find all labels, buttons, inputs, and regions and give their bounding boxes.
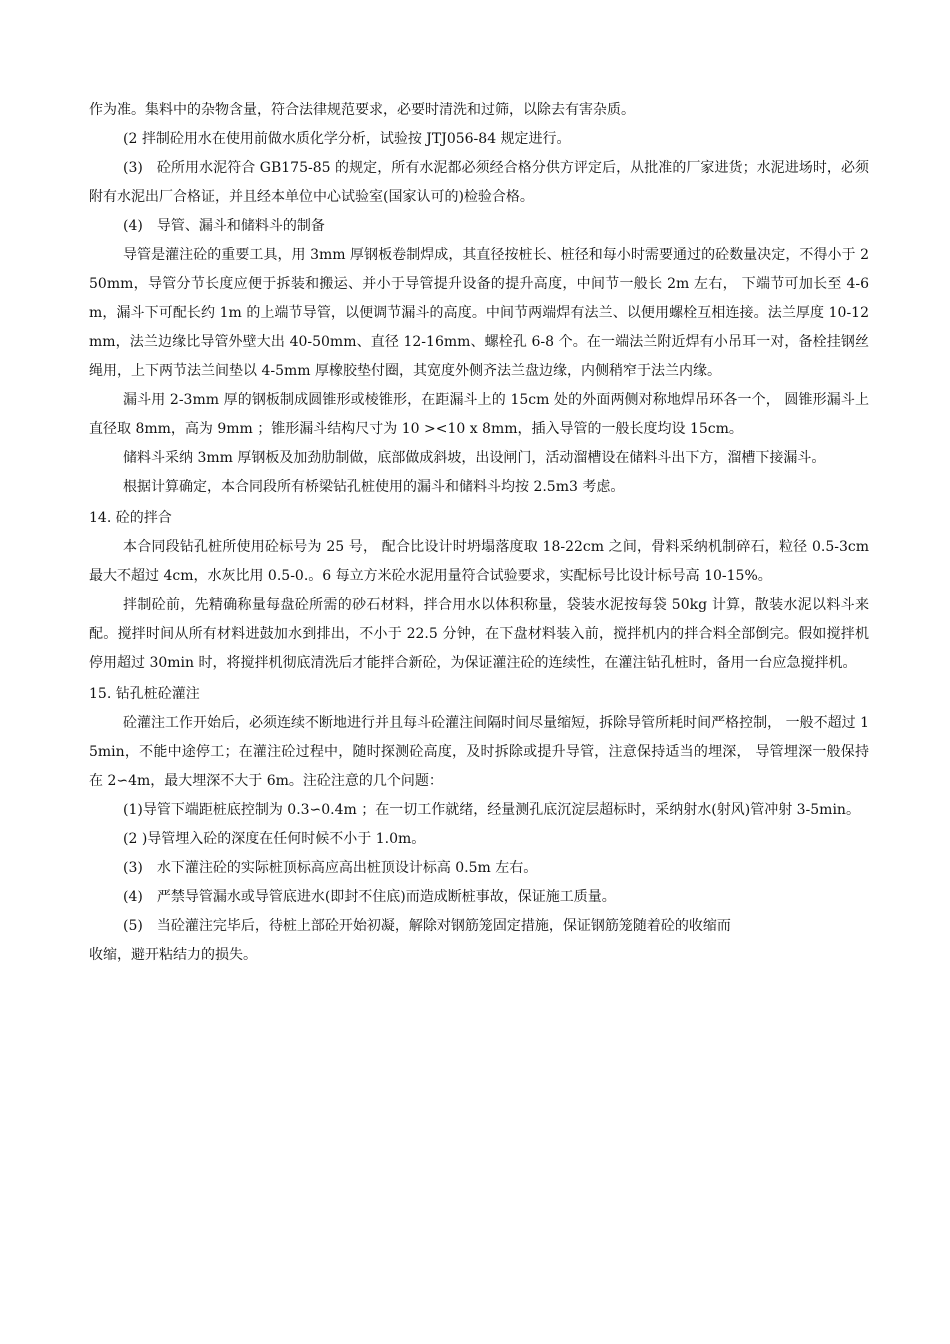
section-heading: 14. 砼的拌合 xyxy=(89,510,172,526)
paragraph: 收缩，避开粘结力的损失。 xyxy=(89,947,257,963)
paragraph: 作为准。集料中的杂物含量，符合法律规范要求，必要时清洗和过筛，以除去有害杂质。 xyxy=(89,102,635,118)
paragraph: (3) 水下灌注砼的实际桩顶标高应高出桩顶设计标高 0.5m 左右。 xyxy=(123,860,538,876)
paragraph: (5) 当砼灌注完毕后，待桩上部砼开始初凝，解除对钢筋笼固定措施，保证钢筋笼随着砼的收缩而 xyxy=(123,918,731,934)
paragraph: 拌制砼前，先精确称量每盘砼所需的砂石材料，拌合用水以体积称量，袋装水泥按每袋 50kg 计算，散装水泥以料斗来配。搅拌时间从所有材料进鼓加水到排出，不小于 22.5 分钟，在下盘材料装入前，搅拌机内的拌合料全部倒完。假如搅拌机停用超过 30min 时，将搅拌机彻底清洗后才能拌合新砼，为保证灌注砼的连续性，在灌注钻孔桩时，备用一台应急搅拌机。 xyxy=(89,597,869,671)
paragraph: (2 )导管埋入砼的深度在任何时候不小于 1.0m。 xyxy=(123,831,426,847)
paragraph: 储料斗采纳 3mm 厚钢板及加劲肋制做，底部做成斜坡，出设闸门，活动溜槽设在储料斗出下方，溜槽下接漏斗。 xyxy=(123,450,826,466)
paragraph: 导管是灌注砼的重要工具，用 3mm 厚钢板卷制焊成，其直径按桩长、桩径和每小时需要通过的砼数量决定，不得小于 250mm，导管分节长度应便于拆装和搬运、并小于导管提升设备的提升高度，中间节一般长 2m 左右， 下端节可加长至 4-6m，漏斗下可配长约 1m 的上端节导管，以便调节漏斗的高度。中间节两端焊有法兰、以便用螺栓互相连接。法兰厚度 10-12mm，法兰边缘比导管外壁大出 40-50mm、直径 12-16mm、螺栓孔 6-8 个。在一端法兰附近焊有小吊耳一对，备栓挂钢丝绳用，上下两节法兰间垫以 4-5mm 厚橡胶垫付圈，其宽度外侧齐法兰盘边缘，内侧稍窄于法兰内缘。 xyxy=(89,247,869,379)
paragraph: 砼灌注工作开始后，必须连续不断地进行并且每斗砼灌注间隔时间尽量缩短，拆除导管所耗时间严格控制， 一般不超过 15min，不能中途停工；在灌注砼过程中，随时探测砼高度，及时拆除或提升导管，注意保持适当的埋深， 导管埋深一般保持在 2∽4m，最大埋深不大于 6m。注砼注意的几个问题： xyxy=(89,715,869,789)
paragraph: (1)导管下端距桩底控制为 0.3∽0.4m ；在一切工作就绪，经量测孔底沉淀层超标时，采纳射水(射风)管冲射 3-5min。 xyxy=(123,802,860,818)
paragraph: 本合同段钻孔桩所使用砼标号为 25 号， 配合比设计时坍塌落度取 18-22cm 之间，骨料采纳机制碎石，粒径 0.5-3cm 最大不超过 4cm，水灰比用 0.5-0.。6 每立方米砼水泥用量符合试验要求，实配标号比设计标号高 10-15%。 xyxy=(89,539,869,584)
section-heading: 15. 钻孔桩砼灌注 xyxy=(89,686,200,702)
paragraph: 根据计算确定，本合同段所有桥梁钻孔桩使用的漏斗和储料斗均按 2.5m3 考虑。 xyxy=(123,479,625,495)
paragraph: 漏斗用 2-3mm 厚的钢板制成圆锥形或棱锥形，在距漏斗上的 15cm 处的外面两侧对称地焊吊环各一个， 圆锥形漏斗上直径取 8mm，高为 9mm ；锥形漏斗结构尺寸为 10 ><10 x 8mm，插入导管的一般长度均设 15cm。 xyxy=(89,392,869,437)
paragraph: (4) 严禁导管漏水或导管底进水(即封不住底)而造成断桩事故，保证施工质量。 xyxy=(123,889,616,905)
paragraph: (3) 砼所用水泥符合 GB175-85 的规定，所有水泥都必须经合格分供方评定后，从批准的厂家进货；水泥进场时，必须附有水泥出厂合格证，并且经本单位中心试验室(国家认可的)检验合格。 xyxy=(89,160,869,205)
document-page xyxy=(89,96,869,970)
subheading: (4) 导管、漏斗和储料斗的制备 xyxy=(123,218,325,234)
paragraph: (2 拌制砼用水在使用前做水质化学分析，试验按 JTJ056-84 规定进行。 xyxy=(123,131,571,147)
